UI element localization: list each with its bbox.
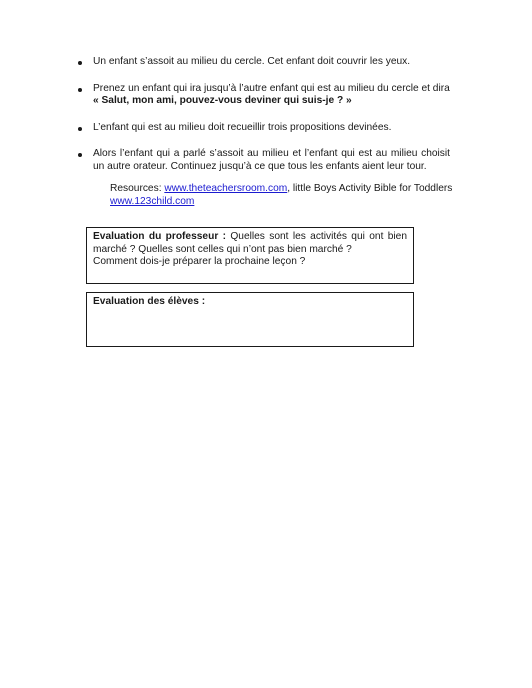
list-item [78,148,450,173]
list-item [78,122,450,135]
bullet-icon [78,127,82,131]
bullet-icon [78,88,82,92]
teacher-evaluation-question: Comment dois-je préparer la prochaine leçon ? [93,256,306,267]
resource-link-teachersroom[interactable]: www.theteachersroom.com [164,183,288,194]
bullet-icon [78,61,82,65]
list-item [78,56,450,69]
resources-line [110,183,455,208]
student-evaluation-box [86,292,414,347]
step-text: Alors l’enfant qui a parlé s’assoit au milieu et l’enfant qui est au milieu choisit un autre orateur. Continuez jusqu’à ce que tous les enfants aient leur tour. [93,148,450,172]
list-item [78,83,450,108]
teacher-evaluation-label: Evaluation du professeur : [93,231,227,242]
teacher-evaluation-box [86,227,414,284]
step-text: L’enfant qui est au milieu doit recueillir trois propositions devinées. [93,121,392,133]
step-text: Un enfant s’assoit au milieu du cercle. Cet enfant doit couvrir les yeux. [93,56,411,67]
resources-middle: , little Boys Activity Bible for Toddlers [287,183,453,194]
step-quote: « Salut, mon ami, pouvez-vous deviner qui suis-je ? » [93,95,352,106]
activity-steps-list [78,56,450,187]
teacher-evaluation-text: Quelles sont les activités qui ont bien marché ? Quelles sont celles qui n’ont pas bien marché ? [93,231,408,255]
resources-prefix: Resources: [110,183,165,194]
student-evaluation-label: Evaluation des élèves : [93,296,206,307]
bullet-icon [78,153,82,157]
step-text: Prenez un enfant qui ira jusqu’à l’autre enfant qui est au milieu du cercle et dira [93,82,450,94]
resource-link-123child[interactable]: www.123child.com [110,195,195,207]
